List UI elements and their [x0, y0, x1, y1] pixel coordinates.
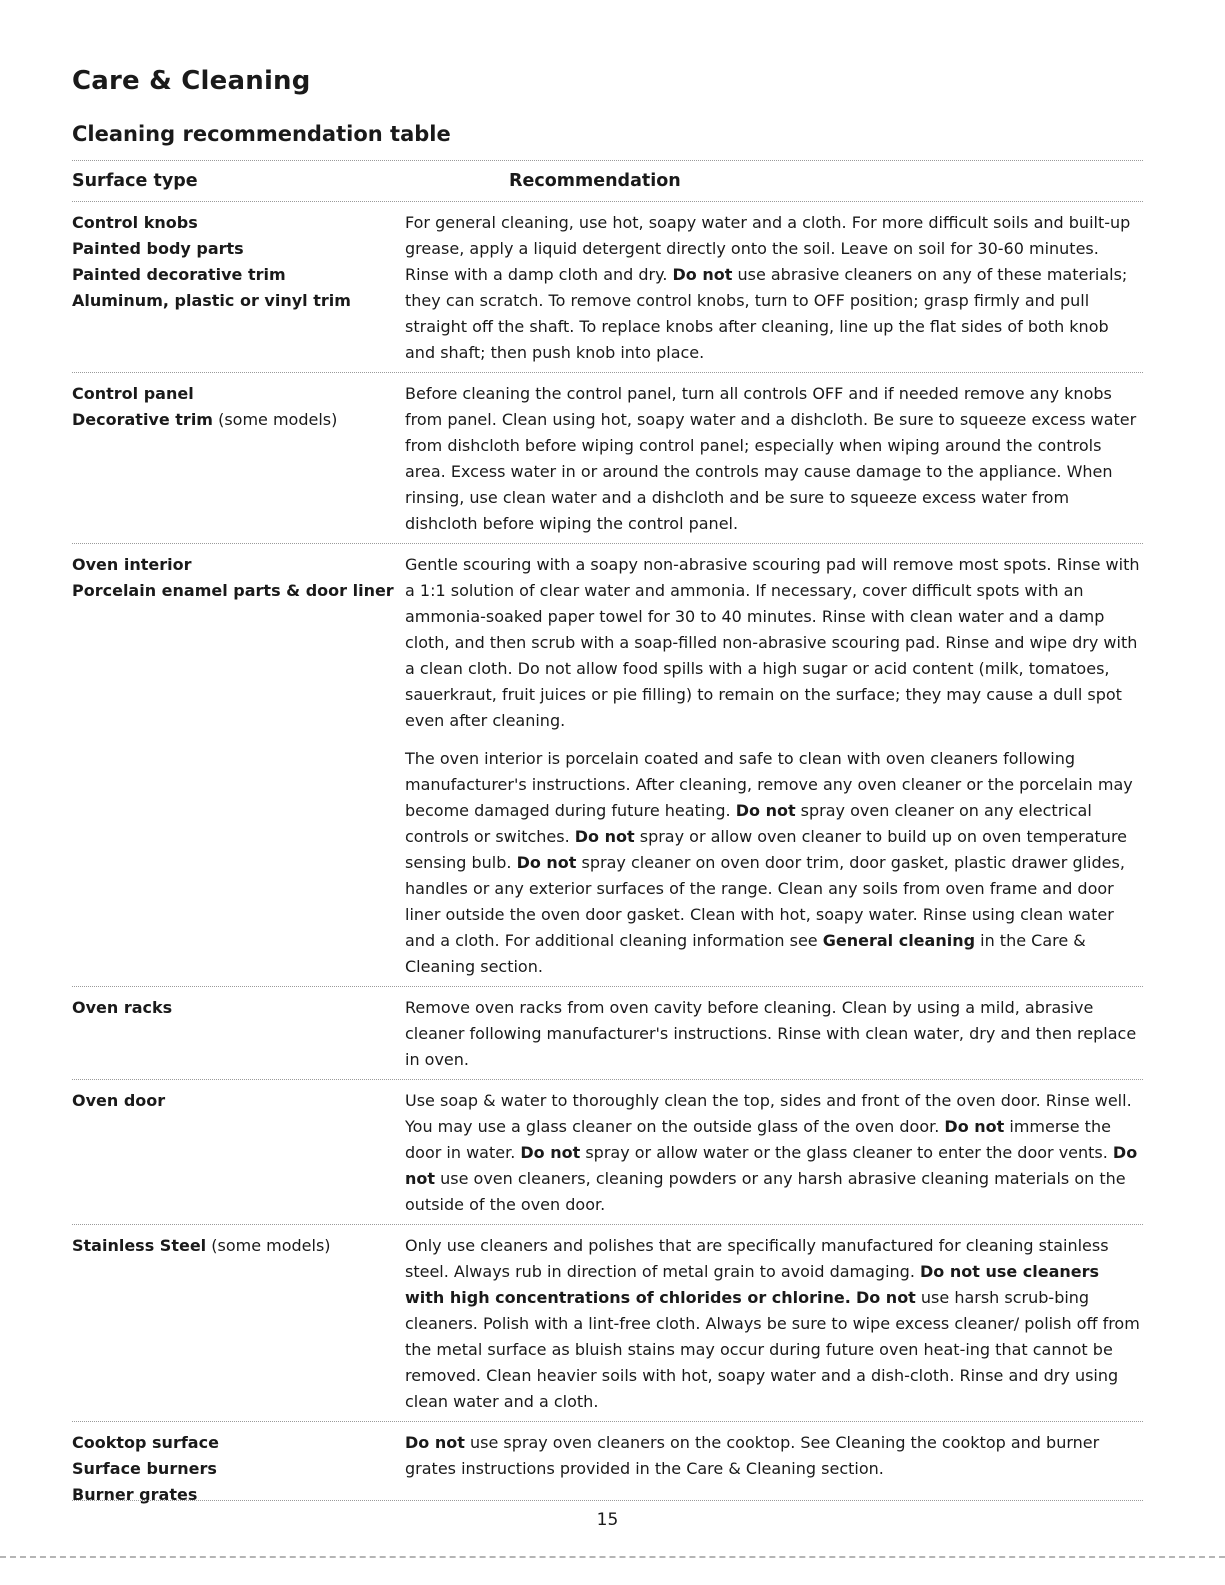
body-text: Use soap & water to thoroughly clean the top, sides and front of the oven door. Rinse well. You may use a glass cleaner on the outside glass of the oven door. — [405, 1091, 1132, 1136]
body-text: in the Care & Cleaning section. — [405, 931, 1086, 976]
recommendation-paragraph — [405, 746, 1143, 980]
table-bottom-rule — [72, 1500, 1143, 1501]
surface-label: Cooktop surface — [72, 1433, 219, 1452]
body-text: Before cleaning the control panel, turn all controls OFF and if needed remove any knobs from panel. Clean using hot, soapy water and a dishcloth. Be sure to squeeze excess water from dishcloth before wiping control panel; especially when wiping around the controls area. Excess water in or around the controls may cause damage to the appliance. When rinsing, use clean water and a dishcloth and be sure to squeeze excess water from dishcloth before wiping the control panel. — [405, 384, 1137, 533]
surface-type-entry — [72, 995, 405, 1021]
section-title: Cleaning recommendation table — [72, 122, 451, 146]
surface-label: Oven interior — [72, 555, 192, 574]
surface-type-entry — [72, 1233, 405, 1259]
surface-label: Control panel — [72, 384, 194, 403]
emphasis-text: Do not — [944, 1117, 1005, 1136]
recommendation-cell — [405, 1430, 1143, 1508]
recommendation-paragraph — [405, 1233, 1143, 1415]
surface-label: Oven door — [72, 1091, 166, 1110]
cleaning-table — [72, 160, 1143, 1514]
surface-label: Decorative trim — [72, 410, 213, 429]
surface-type-cell — [72, 381, 405, 537]
recommendation-cell — [405, 1233, 1143, 1415]
surface-type-entry — [72, 381, 405, 407]
surface-type-cell — [72, 1430, 405, 1508]
table-row — [72, 373, 1143, 543]
emphasis-text: Do not — [405, 1143, 1138, 1188]
surface-label: Painted body parts — [72, 239, 244, 258]
body-text: use abrasive cleaners on any of these materials; they can scratch. To remove control knobs, turn to OFF position; grasp firmly and pull straight off the shaft. To replace knobs after cleaning, line up the flat sides of both knob and shaft; then push knob into place. — [405, 265, 1128, 362]
surface-type-entry — [72, 236, 405, 262]
surface-type-cell — [72, 552, 405, 980]
surface-type-entry — [72, 552, 405, 578]
column-header-surface: Surface type — [72, 171, 198, 191]
surface-type-cell — [72, 995, 405, 1073]
surface-type-entry — [72, 1088, 405, 1114]
recommendation-paragraph — [405, 1088, 1143, 1218]
emphasis-text: Do not — [855, 1288, 916, 1307]
surface-type-entry — [72, 407, 405, 433]
emphasis-text: Do not — [672, 265, 733, 284]
surface-type-entry — [72, 1456, 405, 1482]
surface-label: Control knobs — [72, 213, 198, 232]
body-text: Only use cleaners and polishes that are specifically manufactured for cleaning stainless steel. Always rub in direction of metal grain to avoid damaging. — [405, 1236, 1109, 1281]
recommendation-paragraph — [405, 1430, 1143, 1482]
body-text: spray cleaner on oven door trim, door gasket, plastic drawer glides, handles or any exterior surfaces of the range. Clean any soils from oven frame and door liner outside the oven door gasket. Clean with hot, soapy water. Rinse using clean water and a cloth. For additional cleaning information see — [405, 853, 1125, 950]
emphasis-text: General cleaning — [822, 931, 976, 950]
emphasis-text: Do not — [574, 827, 635, 846]
table-row — [72, 202, 1143, 372]
surface-label: Surface burners — [72, 1459, 217, 1478]
body-text: For general cleaning, use hot, soapy water and a cloth. For more difficult soils and built-up grease, apply a liquid detergent directly onto the soil. Leave on soil for 30-60 minutes. Rinse with a damp cloth and dry. — [405, 213, 1131, 284]
surface-label: Aluminum, plastic or vinyl trim — [72, 291, 351, 310]
surface-type-entry — [72, 288, 405, 314]
recommendation-cell — [405, 995, 1143, 1073]
page-number: 15 — [596, 1510, 619, 1530]
table-row — [72, 987, 1143, 1079]
surface-note: (some models) — [212, 410, 338, 429]
column-header-recommendation: Recommendation — [509, 171, 681, 191]
recommendation-paragraph — [405, 995, 1143, 1073]
surface-type-entry — [72, 1482, 405, 1508]
body-text: spray oven cleaner on any electrical controls or switches. — [405, 801, 1092, 846]
recommendation-cell — [405, 381, 1143, 537]
surface-type-cell — [72, 210, 405, 366]
surface-label: Oven racks — [72, 998, 173, 1017]
emphasis-text: Do not — [735, 801, 796, 820]
surface-label: Burner grates — [72, 1485, 198, 1504]
surface-type-entry — [72, 262, 405, 288]
page-edge-rule — [0, 1556, 1225, 1558]
table-row — [72, 1080, 1143, 1224]
body-text: immerse the door in water. — [405, 1117, 1111, 1162]
body-text: use spray oven cleaners on the cooktop. See Cleaning the cooktop and burner grates instructions provided in the Care & Cleaning section. — [405, 1433, 1100, 1478]
recommendation-cell — [405, 552, 1143, 980]
emphasis-text: Do not — [516, 853, 577, 872]
recommendation-cell — [405, 1088, 1143, 1218]
body-text: spray or allow water or the glass cleaner to enter the door vents. — [580, 1143, 1113, 1162]
emphasis-text: Do not — [405, 1433, 465, 1452]
body-text: use harsh scrub-bing cleaners. Polish with a lint-free cloth. Always be sure to wipe excess cleaner/ polish off from the metal surface as bluish stains may occur during future oven heat-ing that cannot be removed. Clean heavier soils with hot, soapy water and a dish-cloth. Rinse and dry using clean water and a cloth. — [405, 1288, 1140, 1411]
table-body — [72, 201, 1143, 1514]
body-text: Gentle scouring with a soapy non-abrasive scouring pad will remove most spots. Rinse with a 1:1 solution of clear water and ammonia. If necessary, cover difficult spots with an ammonia-soaked paper towel for 30 to 40 minutes. Rinse with clean water and a damp cloth, and then scrub with a soap-filled non-abrasive scouring pad. Rinse and wipe dry with a clean cloth. Do not allow food spills with a high sugar or acid content (milk, tomatoes, sauerkraut, fruit juices or pie filling) to remain on the surface; they may cause a dull spot even after cleaning. — [405, 555, 1140, 730]
body-text: use oven cleaners, cleaning powders or any harsh abrasive cleaning materials on the outside of the oven door. — [405, 1169, 1126, 1214]
emphasis-text: Do not use cleaners with high concentrations of chlorides or chlorine. — [405, 1262, 1100, 1307]
page-title: Care & Cleaning — [72, 66, 311, 96]
body-text: Remove oven racks from oven cavity before cleaning. Clean by using a mild, abrasive cleaner following manufacturer's instructions. Rinse with clean water, dry and then replace in oven. — [405, 998, 1137, 1069]
surface-note: (some models) — [206, 1236, 331, 1255]
table-header — [72, 161, 1143, 201]
surface-label: Porcelain enamel parts & door liner — [72, 581, 394, 600]
table-row — [72, 544, 1143, 986]
surface-label: Painted decorative trim — [72, 265, 286, 284]
recommendation-paragraph — [405, 552, 1143, 734]
recommendation-paragraph — [405, 381, 1143, 537]
surface-label: Stainless Steel — [72, 1236, 207, 1255]
surface-type-entry — [72, 210, 405, 236]
body-text: The oven interior is porcelain coated and safe to clean with oven cleaners following manufacturer's instructions. After cleaning, remove any oven cleaner or the porcelain may become damaged during future heating. — [405, 749, 1133, 820]
recommendation-cell — [405, 210, 1143, 366]
body-text: spray or allow oven cleaner to build up on oven temperature sensing bulb. — [405, 827, 1128, 872]
surface-type-entry — [72, 578, 405, 604]
recommendation-paragraph — [405, 210, 1143, 366]
surface-type-entry — [72, 1430, 405, 1456]
surface-type-cell — [72, 1233, 405, 1415]
emphasis-text: Do not — [520, 1143, 581, 1162]
surface-type-cell — [72, 1088, 405, 1218]
table-row — [72, 1225, 1143, 1421]
